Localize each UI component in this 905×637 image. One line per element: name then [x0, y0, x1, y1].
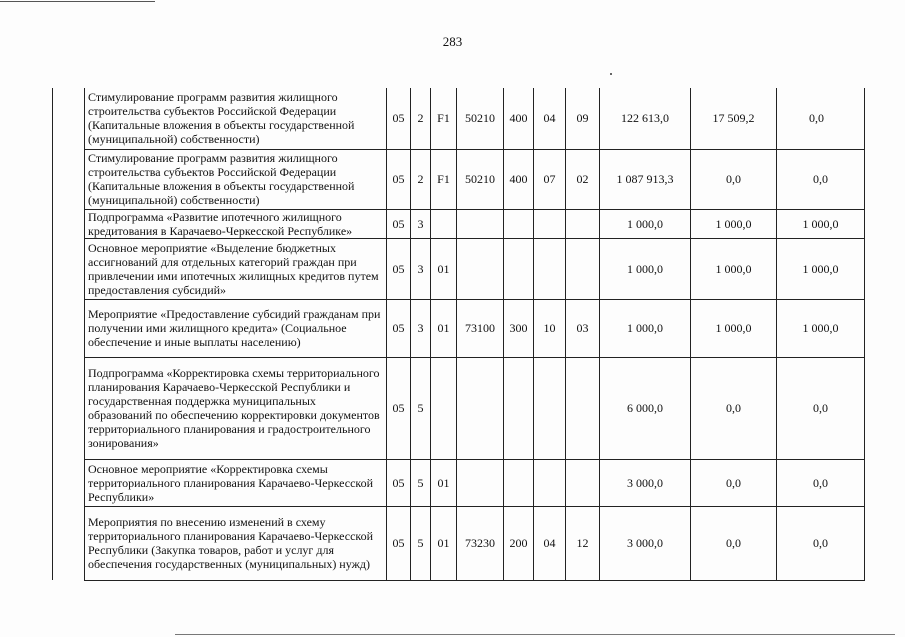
code-subsection-cell	[566, 209, 600, 238]
code-subsection-cell: 12	[566, 506, 600, 580]
code-expense-type-cell	[504, 357, 534, 459]
amount-year-1-cell: 1 087 913,3	[600, 149, 691, 209]
table-row	[53, 506, 865, 580]
code-target-cell: 50210	[457, 88, 504, 149]
code-section-main-cell	[534, 357, 566, 459]
amount-year-1-cell: 1 000,0	[600, 238, 691, 299]
code-subsection-cell: 09	[566, 88, 600, 149]
code-subprogram-cell: 3	[411, 238, 431, 299]
row-name-cell: Основное мероприятие «Корректировка схемы территориального планирования Карачаево-Черкесской Республики»	[85, 459, 387, 506]
row-name-cell: Мероприятие «Предоставление субсидий гражданам при получении ими жилищного кредита» (Социальное обеспечение и иные выплаты населению)	[85, 299, 387, 357]
amount-year-1-cell: 6 000,0	[600, 357, 691, 459]
code-expense-type-cell	[504, 238, 534, 299]
code-subsection-cell	[566, 459, 600, 506]
amount-year-2-cell: 17 509,2	[691, 88, 777, 149]
code-subprogram-cell: 3	[411, 299, 431, 357]
amount-year-1-cell: 122 613,0	[600, 88, 691, 149]
amount-year-3-cell: 0,0	[777, 357, 865, 459]
row-name-cell: Мероприятия по внесению изменений в схему территориального планирования Карачаево-Черкесской Республики (Закупка товаров, работ и услуг для обеспечения государственных (муниципальных) нужд)	[85, 506, 387, 580]
code-subsection-cell: 03	[566, 299, 600, 357]
row-name-cell: Стимулирование программ развития жилищного строительства субъектов Российской Федерации (Капитальные вложения в объекты государственной (муниципальной) собственности)	[85, 88, 387, 149]
code-subprogram-cell: 5	[411, 459, 431, 506]
row-index-cell	[53, 299, 85, 357]
code-section-cell: 05	[387, 238, 411, 299]
code-expense-type-cell: 400	[504, 149, 534, 209]
row-index-cell	[53, 506, 85, 580]
amount-year-2-cell: 0,0	[691, 506, 777, 580]
code-subsection-cell	[566, 238, 600, 299]
page-number: 283	[442, 34, 463, 49]
amount-year-1-cell: 1 000,0	[600, 299, 691, 357]
code-target-cell	[457, 459, 504, 506]
amount-year-3-cell: 0,0	[777, 506, 865, 580]
code-subprogram-cell: 2	[411, 88, 431, 149]
code-expense-type-cell: 400	[504, 88, 534, 149]
amount-year-2-cell: 1 000,0	[691, 209, 777, 238]
scan-edge-top	[0, 1, 155, 2]
row-index-cell	[53, 88, 85, 149]
code-target-cell: 73230	[457, 506, 504, 580]
code-section-main-cell	[534, 459, 566, 506]
amount-year-2-cell: 0,0	[691, 149, 777, 209]
code-section-main-cell	[534, 238, 566, 299]
row-name-cell: Основное мероприятие «Выделение бюджетных ассигнований для отдельных категорий граждан при привлечении ими ипотечных жилищных кредитов путем предоставления субсидий»	[85, 238, 387, 299]
row-index-cell	[53, 459, 85, 506]
row-name-cell: Стимулирование программ развития жилищного строительства субъектов Российской Федерации (Капитальные вложения в объекты государственной (муниципальной) собственности)	[85, 149, 387, 209]
code-expense-type-cell: 300	[504, 299, 534, 357]
amount-year-1-cell: 3 000,0	[600, 459, 691, 506]
amount-year-2-cell: 1 000,0	[691, 238, 777, 299]
code-expense-type-cell	[504, 459, 534, 506]
code-section-main-cell: 04	[534, 506, 566, 580]
amount-year-3-cell: 0,0	[777, 459, 865, 506]
code-event-cell: 01	[431, 238, 457, 299]
code-section-cell: 05	[387, 209, 411, 238]
code-expense-type-cell	[504, 209, 534, 238]
code-subprogram-cell: 2	[411, 149, 431, 209]
code-target-cell: 50210	[457, 149, 504, 209]
budget-table	[52, 88, 865, 581]
table-row	[53, 238, 865, 299]
row-name-cell: Подпрограмма «Развитие ипотечного жилищного кредитования в Карачаево-Черкесской Республике»	[85, 209, 387, 238]
code-subprogram-cell: 5	[411, 357, 431, 459]
code-event-cell	[431, 357, 457, 459]
code-section-cell: 05	[387, 299, 411, 357]
code-expense-type-cell: 200	[504, 506, 534, 580]
scan-speck	[610, 73, 612, 75]
scan-edge-bottom	[175, 634, 895, 635]
code-section-main-cell	[534, 209, 566, 238]
code-section-main-cell: 10	[534, 299, 566, 357]
table-row	[53, 299, 865, 357]
amount-year-3-cell: 0,0	[777, 88, 865, 149]
row-index-cell	[53, 149, 85, 209]
code-subsection-cell: 02	[566, 149, 600, 209]
row-name-cell: Подпрограмма «Корректировка схемы территориального планирования Карачаево-Черкесской Республики и государственная поддержка муниципальных образований по обеспечению корректировки документов территориального планирования и градостроительного зонирования»	[85, 357, 387, 459]
code-target-cell	[457, 209, 504, 238]
row-index-cell	[53, 209, 85, 238]
code-section-cell: 05	[387, 459, 411, 506]
amount-year-2-cell: 0,0	[691, 357, 777, 459]
amount-year-3-cell: 1 000,0	[777, 299, 865, 357]
code-event-cell: 01	[431, 506, 457, 580]
table-row	[53, 149, 865, 209]
table-row	[53, 88, 865, 149]
code-section-cell: 05	[387, 88, 411, 149]
code-event-cell: F1	[431, 149, 457, 209]
code-section-main-cell: 07	[534, 149, 566, 209]
table-row	[53, 357, 865, 459]
code-target-cell	[457, 238, 504, 299]
code-section-main-cell: 04	[534, 88, 566, 149]
code-event-cell	[431, 209, 457, 238]
code-subprogram-cell: 5	[411, 506, 431, 580]
amount-year-3-cell: 0,0	[777, 149, 865, 209]
table-row	[53, 209, 865, 238]
row-index-cell	[53, 238, 85, 299]
amount-year-2-cell: 1 000,0	[691, 299, 777, 357]
code-section-cell: 05	[387, 149, 411, 209]
amount-year-3-cell: 1 000,0	[777, 238, 865, 299]
code-event-cell: 01	[431, 299, 457, 357]
amount-year-3-cell: 1 000,0	[777, 209, 865, 238]
code-subsection-cell	[566, 357, 600, 459]
table-row	[53, 459, 865, 506]
code-event-cell: F1	[431, 88, 457, 149]
code-target-cell	[457, 357, 504, 459]
row-index-cell	[53, 357, 85, 459]
code-section-cell: 05	[387, 506, 411, 580]
code-subprogram-cell: 3	[411, 209, 431, 238]
code-event-cell: 01	[431, 459, 457, 506]
code-section-cell: 05	[387, 357, 411, 459]
amount-year-2-cell: 0,0	[691, 459, 777, 506]
amount-year-1-cell: 1 000,0	[600, 209, 691, 238]
amount-year-1-cell: 3 000,0	[600, 506, 691, 580]
code-target-cell: 73100	[457, 299, 504, 357]
